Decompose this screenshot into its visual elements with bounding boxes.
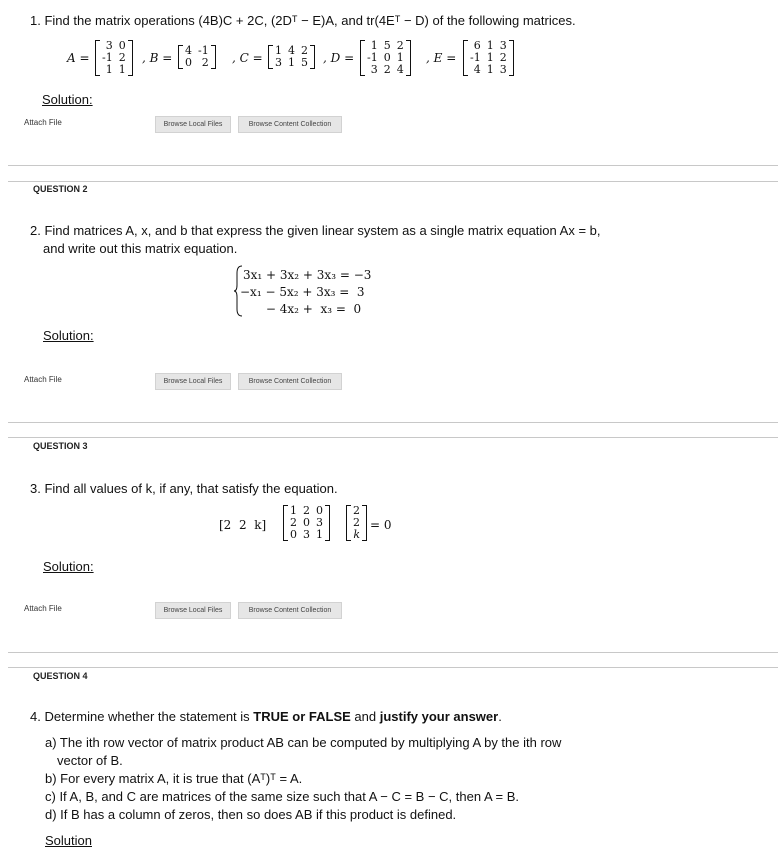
q1-attach-label: Attach File [24, 118, 62, 127]
q1-browse-content-button[interactable]: Browse Content Collection [238, 116, 342, 133]
q4-intro: 4. Determine whether the statement is TRUE or FALSE and justify your answer. [30, 709, 502, 724]
q3-header: QUESTION 3 [33, 441, 88, 451]
divider [8, 422, 778, 423]
matrix-e: 6 1 3 -1 1 2 4 1 3 [463, 40, 514, 76]
row-vector: [2 2 k] [219, 518, 267, 532]
q4-item-d: d) If B has a column of zeros, then so does AB if this product is defined. [45, 807, 457, 822]
q3-text: 3. Find all values of k, if any, that satisfy the equation. [30, 481, 338, 496]
matrix-e-label: , E = [426, 51, 457, 65]
q4-item-b: b) For every matrix A, it is true that (Aᵀ)ᵀ = A. [45, 771, 303, 786]
q2-solution-label: Solution: [43, 328, 94, 343]
q2-attach-label: Attach File [24, 375, 62, 384]
q2-text-line1: 2. Find matrices A, x, and b that express the given linear system as a single matrix equation Ax = b, [30, 223, 601, 238]
matrix-b-label: , B = [142, 51, 173, 65]
divider [8, 437, 778, 438]
q4-item-a-line2: vector of B. [57, 753, 123, 768]
q3-matrix: 1 2 0 2 0 3 0 3 1 [283, 505, 330, 541]
q4-item-a-line1: a) The ith row vector of matrix product AB can be computed by multiplying A by the ith row [45, 735, 562, 750]
divider [8, 165, 778, 166]
q1-solution-label: Solution: [42, 92, 93, 107]
q2-browse-content-button[interactable]: Browse Content Collection [238, 373, 342, 390]
q4-header: QUESTION 4 [33, 671, 88, 681]
column-vector: 2 2 k [346, 505, 367, 541]
matrix-a-label: A = [67, 51, 90, 65]
matrix-d: 1 5 2 -1 0 1 3 2 4 [360, 40, 411, 76]
divider [8, 181, 778, 182]
matrix-b: 4 -1 0 2 [178, 45, 216, 69]
equation-2: −x₁ − 5x₂ + 3x₃ = 3 [240, 285, 365, 299]
q2-text-line2: and write out this matrix equation. [43, 241, 238, 256]
divider [8, 652, 778, 653]
matrix-c-label: , C = [232, 51, 263, 65]
equals-zero: = 0 [370, 518, 392, 532]
equation-1: 3x₁ + 3x₂ + 3x₃ = −3 [243, 268, 372, 282]
matrix-a: 3 0 -1 2 1 1 [95, 40, 133, 76]
q3-browse-content-button[interactable]: Browse Content Collection [238, 602, 342, 619]
q4-item-c: c) If A, B, and C are matrices of the same size such that A − C = B − C, then A = B. [45, 789, 520, 804]
q4-solution-label: Solution [45, 833, 92, 848]
q3-solution-label: Solution: [43, 559, 94, 574]
matrix-c: 1 4 2 3 1 5 [268, 45, 315, 69]
q1-browse-local-button[interactable]: Browse Local Files [155, 116, 231, 133]
equation-3: − 4x₂ + x₃ = 0 [243, 302, 362, 316]
q1-text: 1. Find the matrix operations (4B)C + 2C, (2Dᵀ − E)A, and tr(4Eᵀ − D) of the following matrices. [30, 13, 576, 28]
q2-header: QUESTION 2 [33, 184, 88, 194]
divider [8, 667, 778, 668]
q3-attach-label: Attach File [24, 604, 62, 613]
q3-browse-local-button[interactable]: Browse Local Files [155, 602, 231, 619]
q2-browse-local-button[interactable]: Browse Local Files [155, 373, 231, 390]
matrix-d-label: , D = [323, 51, 355, 65]
